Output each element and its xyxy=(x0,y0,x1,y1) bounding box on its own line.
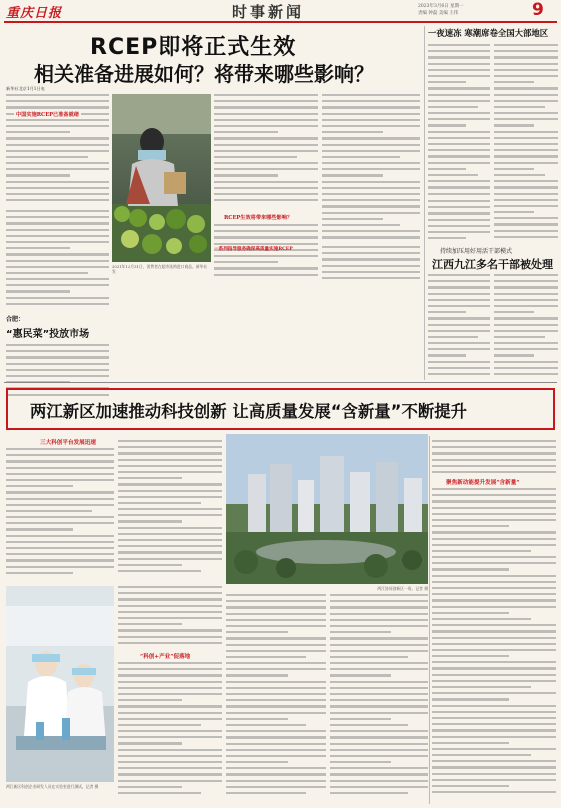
feature-top-rule xyxy=(4,382,557,383)
right-article1-col-2 xyxy=(494,44,558,242)
sub-heading-2: RCEP生效将带来哪些影响？ xyxy=(224,215,293,221)
right-article2-title-1: 持续加压用好用活干部模式 xyxy=(440,248,513,255)
photo-laboratory-caption: 两江新区科创企业研发人员在实验室进行测试。记者 摄 xyxy=(6,784,99,789)
top-article-column-2 xyxy=(214,94,318,204)
feature-col-6 xyxy=(330,594,428,802)
feature-title-box xyxy=(6,388,555,430)
right-article2-title-2: 江西九江多名干部被处理 xyxy=(432,258,553,271)
masthead-rule xyxy=(4,21,557,23)
feature-col-3b xyxy=(432,488,556,804)
photo-laboratory xyxy=(6,586,114,782)
top-article-column-3b xyxy=(322,246,420,280)
feature-col-4b xyxy=(118,662,222,802)
photo-city-district xyxy=(226,434,428,584)
paper-name: 重庆日报 xyxy=(6,6,63,21)
feature-col-5 xyxy=(226,594,326,802)
sub-heading-1: 中国实施RCEP已准备就绪 xyxy=(16,112,79,118)
sub-heading-3: 一系列指导服务确保高质量实施RCEP xyxy=(214,247,293,252)
photo-city-caption: 两江协同创新区一角。记者 摄 xyxy=(377,586,428,591)
top-article-column-1b xyxy=(6,210,109,310)
page-number: 9 xyxy=(532,0,544,20)
editors-line: 责编 钟磊 美编 王伟 xyxy=(418,11,459,16)
feature-sub-1: 三大科创平台发展迅速 xyxy=(40,440,96,446)
top-article-byline: 新华社北京1月1日电 xyxy=(6,86,45,91)
feature-sub-3: 聚焦新动能提升发展“含新量” xyxy=(446,480,520,486)
side-article-title-1: 合肥： xyxy=(6,316,25,323)
right-article2-col-1 xyxy=(428,274,490,380)
side-article-title-2: “惠民菜”投放市场 xyxy=(6,329,90,340)
section-title: 时事新闻 xyxy=(232,3,305,21)
photo-supermarket xyxy=(112,94,211,262)
feature-sub-2: “科创+产业”促落地 xyxy=(140,654,191,660)
feature-col-4 xyxy=(118,586,222,648)
feature-col-3 xyxy=(432,440,556,474)
masthead xyxy=(0,0,561,22)
right-article1-col-1 xyxy=(428,44,490,200)
top-article-title-2: 相关准备进展如何？将带来哪些影响？ xyxy=(34,62,374,86)
top-article-column-2b xyxy=(214,224,318,280)
date-line: 2023年3月6日 星期一 xyxy=(418,4,464,9)
feature-col-1 xyxy=(6,448,114,580)
side-article-title xyxy=(6,314,109,340)
top-article-column-3 xyxy=(322,94,420,240)
feature-divider xyxy=(429,436,430,804)
right-article1-title: 一夜速冻 寒潮席卷全国大部地区 xyxy=(428,28,549,38)
feature-col-2 xyxy=(118,440,222,580)
right-article2-col-2 xyxy=(494,274,558,380)
right-article1-col-3 xyxy=(428,200,490,244)
top-article-title-1: RCEP即将正式生效 xyxy=(90,35,297,60)
photo-supermarket-caption: 2021年12月31日，消费者在超市选购进口商品。新华社发 xyxy=(112,264,208,274)
feature-title: 两江新区加速推动科技创新 让高质量发展“含新量”不断提升 xyxy=(30,402,468,421)
right-column-divider xyxy=(424,26,425,380)
